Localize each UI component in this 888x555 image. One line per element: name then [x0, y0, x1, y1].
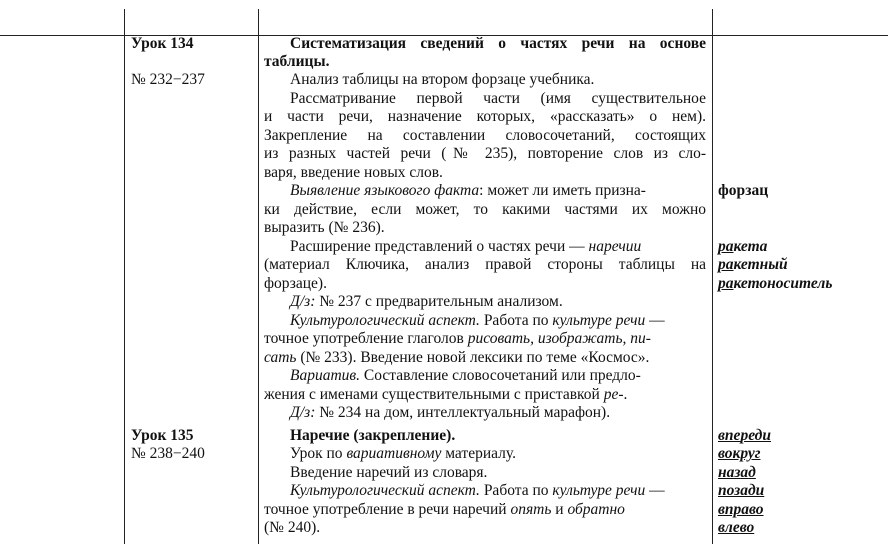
term: Вариатив.	[290, 367, 361, 384]
term: Д/з:	[290, 404, 316, 421]
term: обратно	[567, 501, 625, 518]
text-line: Введение наречий из словаря.	[290, 464, 488, 481]
vocab-vpravo: вправо	[718, 501, 764, 518]
text-fragment: № 237 с предварительным анализом.	[315, 293, 563, 310]
text-line	[290, 404, 610, 422]
lesson-135-exercises: № 238−240	[131, 445, 205, 462]
text-fragment: (№ 233). Введение новой лексики по теме «Космос».	[296, 349, 650, 366]
text-fragment: жения с именами существительными с приставкой	[264, 386, 604, 403]
text-line	[290, 182, 646, 200]
term: культуре речи	[552, 482, 646, 499]
term: Культурологический аспект.	[290, 312, 480, 329]
lesson-134-topic-line1: Систематизация сведений о частях речи на основе	[290, 35, 706, 52]
vocab-part: наз	[718, 464, 741, 481]
text-fragment: Урок по	[290, 445, 347, 462]
text-line: Рассматривание первой части (имя существительное	[290, 90, 706, 107]
text-line	[290, 482, 665, 500]
lesson-134-exercises: № 232−237	[131, 71, 205, 88]
vocab-raketny	[718, 256, 788, 274]
vocab-vlevo: влево	[718, 519, 755, 536]
text-line	[290, 238, 641, 256]
column-divider-3	[712, 9, 713, 544]
term: вариативному	[346, 445, 442, 462]
vocab-vokrug: вокруг	[718, 445, 761, 462]
vocab-stress-part: ра	[718, 256, 734, 273]
text-line	[290, 312, 665, 330]
vocab-pozadi: позади	[718, 482, 765, 499]
text-line: и части речи, назначение которых, «рассказать» о нем).	[264, 108, 706, 125]
text-fragment: : может ли иметь призна-	[479, 182, 646, 199]
text-fragment: и	[551, 501, 568, 518]
vocab-vperedi	[718, 427, 771, 445]
vocab-stress-part: а	[740, 464, 749, 481]
vocab-raketa	[718, 238, 767, 256]
column-divider-2	[258, 9, 259, 544]
vocab-raketonositel	[718, 275, 832, 293]
term: культуре речи	[552, 312, 646, 329]
vocab-stress-part: е	[733, 427, 741, 444]
text-fragment: Расширение представлений о частях речи —	[290, 238, 589, 255]
text-line: (материал Ключика, анализ правой стороны таблицы на	[264, 256, 706, 273]
term: Культурологический аспект.	[290, 482, 480, 499]
lesson-135-title: Урок 135	[131, 427, 194, 444]
vocab-part: реди	[740, 427, 771, 444]
text-line: из разных частей речи (№ 235), повторение слов из сло-	[264, 145, 706, 162]
vocab-stress-part: ра	[718, 238, 734, 255]
vocab-nazad	[718, 464, 756, 482]
text-fragment: точное употребление в речи наречий	[264, 501, 511, 518]
text-line: форзаце).	[264, 275, 327, 292]
text-line	[264, 386, 627, 404]
text-fragment: —	[645, 312, 665, 329]
text-line: Закрепление на составлении словосочетаний, состоящих	[264, 127, 706, 144]
text-line: Анализ таблицы на втором форзаце учебника.	[290, 71, 595, 88]
text-fragment: Составление словосочетаний или предло-	[360, 367, 641, 384]
text-line	[264, 501, 625, 519]
vocab-part: кетоноситель	[733, 275, 833, 292]
text-line	[290, 293, 563, 311]
text-fragment: точное употребление глаголов	[264, 330, 468, 347]
text-line: выразить (№ 236).	[264, 219, 385, 236]
term: Д/з:	[290, 293, 316, 310]
term: рисовать, изображать, пи-	[467, 330, 651, 347]
vocab-part: кетный	[733, 256, 788, 273]
vocab-part: кета	[733, 238, 768, 255]
text-fragment: —	[645, 482, 665, 499]
vocab-stress-part: ра	[718, 275, 734, 292]
text-fragment: Работа по	[479, 312, 553, 329]
text-fragment: материалу.	[441, 445, 516, 462]
text-line	[264, 349, 649, 367]
term: ре-	[603, 386, 624, 403]
vocab-part: д	[748, 464, 756, 481]
term: опять	[510, 501, 552, 518]
text-line: (№ 240).	[264, 519, 321, 536]
text-line	[264, 330, 651, 348]
text-line: варя, введение новых слов.	[264, 164, 443, 181]
lesson-135-topic: Наречие (закрепление).	[290, 427, 456, 444]
text-line	[290, 445, 516, 463]
vocab-forzac: форзац	[718, 182, 769, 199]
text-line: ки действие, если может, то какими частями их можно	[264, 201, 706, 218]
vocab-part: вп	[718, 427, 734, 444]
text-line	[290, 367, 641, 385]
text-fragment: .	[623, 386, 628, 403]
lesson-134-title: Урок 134	[131, 35, 194, 52]
lesson-134-topic-line2: таблицы.	[264, 53, 330, 70]
term: Выявление языкового факта	[290, 182, 480, 199]
text-fragment: № 234 на дом, интеллектуальный марафон).	[315, 404, 611, 421]
column-divider-1	[124, 9, 125, 544]
text-fragment: Работа по	[479, 482, 553, 499]
term: наречии	[588, 238, 642, 255]
term: сать	[264, 349, 297, 366]
